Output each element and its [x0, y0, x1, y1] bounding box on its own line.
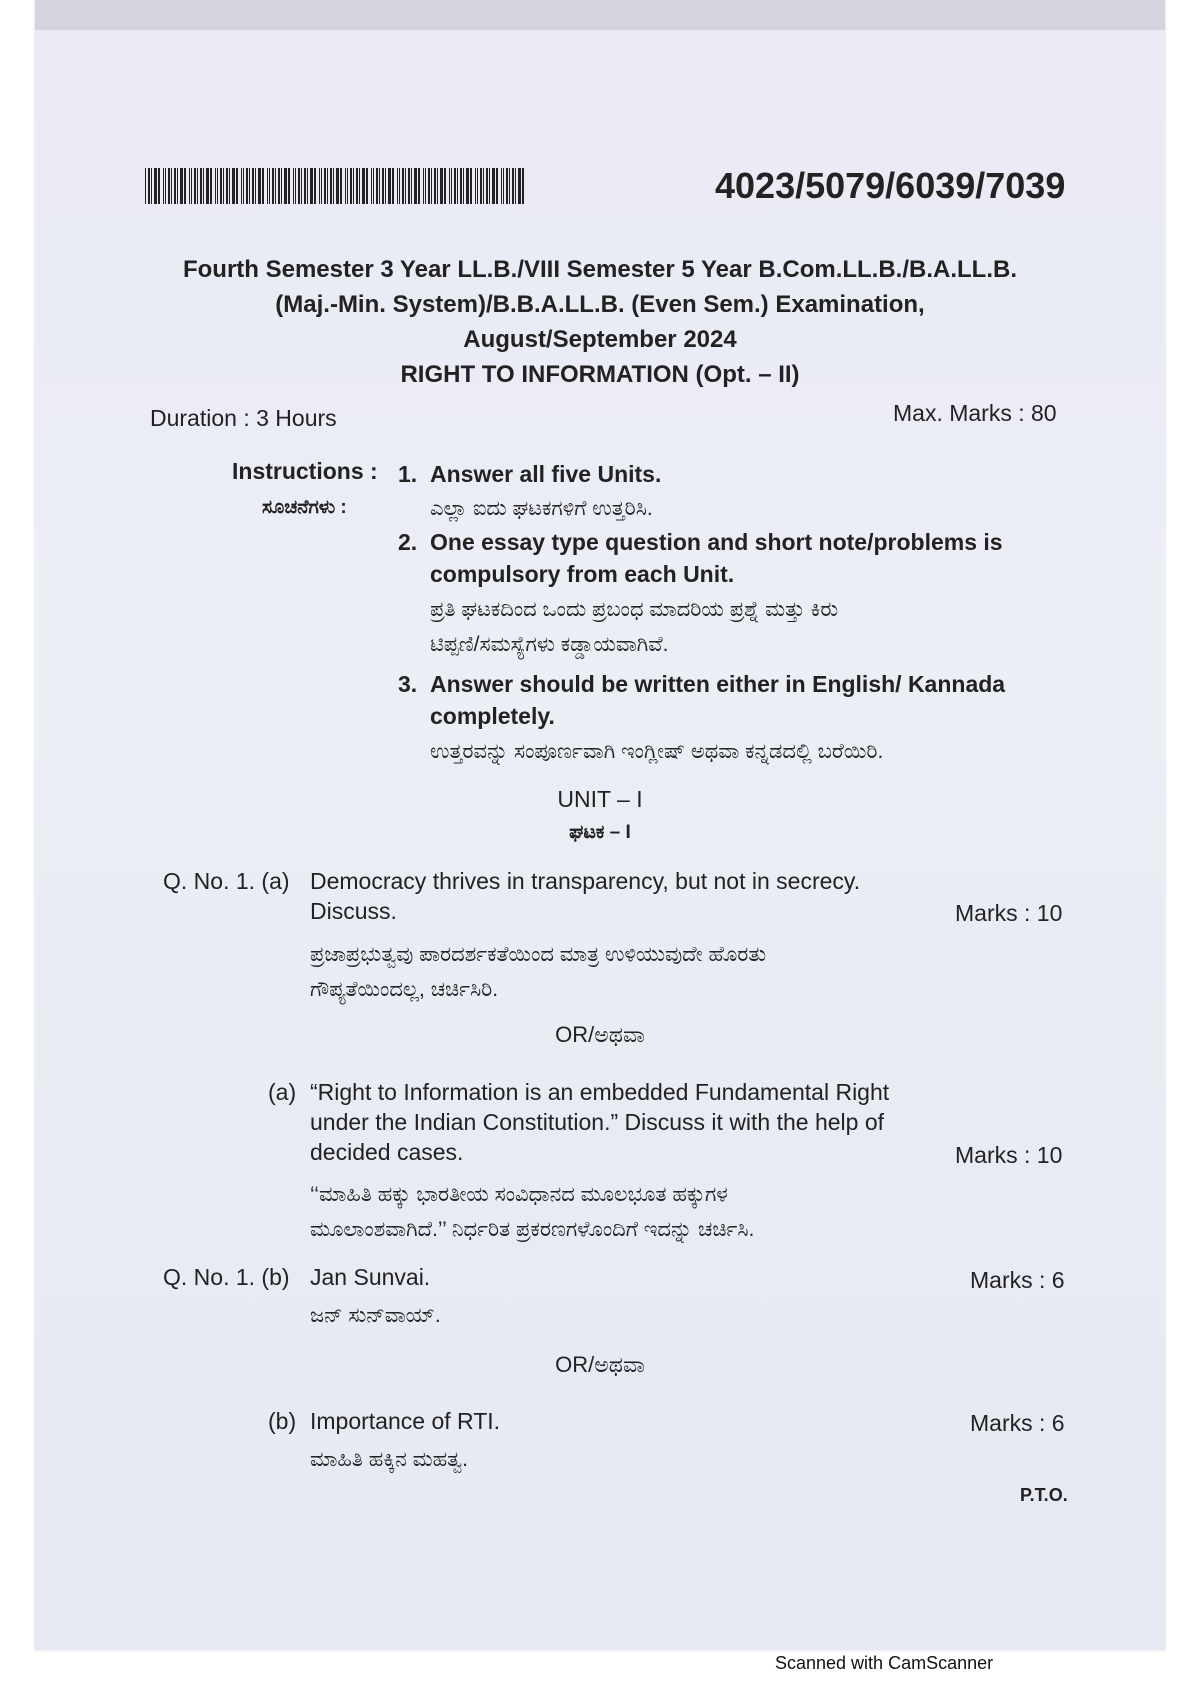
- instruction-number: 1.: [398, 461, 418, 487]
- instruction-3: [398, 668, 1038, 732]
- or-separator: OR/ಅಥವಾ: [555, 1352, 645, 1377]
- instruction-1-kannada: ಎಲ್ಲಾ ಐದು ಘಟಕಗಳಿಗೆ ಉತ್ತರಿಸಿ.: [430, 497, 653, 520]
- question-kannada-1: ಮಾಹಿತಿ ಹಕ್ಕಿನ ಮಹತ್ವ.: [310, 1448, 468, 1471]
- instruction-2-kannada-2: ಟಿಪ್ಪಣಿ/ಸಮಸ್ಯೆಗಳು ಕಡ್ಡಾಯವಾಗಿವೆ.: [430, 633, 669, 656]
- title-line-3: August/September 2024: [463, 326, 737, 353]
- unit-title: UNIT – I: [557, 786, 643, 812]
- paper-top-edge: [35, 0, 1165, 30]
- question-kannada-2: ಗೌಪ್ಯತೆಯಿಂದಲ್ಲ, ಚರ್ಚಿಸಿರಿ.: [310, 978, 499, 1001]
- question-text: Democracy thrives in transparency, but not in secrecy. Discuss.: [310, 868, 861, 924]
- exam-title: [120, 252, 1080, 392]
- instruction-text: One essay type question and short note/problems is compulsory from each Unit.: [430, 529, 1003, 587]
- question-marks: Marks : 10: [955, 1142, 1063, 1168]
- duration: Duration : 3 Hours: [150, 405, 337, 431]
- question-kannada-1: ಪ್ರಜಾಪ್ರಭುತ್ವವು ಪಾರದರ್ಶಕತೆಯಿಂದ ಮಾತ್ರ ಉಳಿಯುವುದೇ ಹೊರತು: [310, 943, 767, 966]
- question-marks: Marks : 6: [970, 1267, 1065, 1293]
- barcode: [145, 168, 525, 204]
- instructions-label: Instructions :: [232, 458, 378, 484]
- instruction-text: Answer all five Units.: [430, 461, 662, 487]
- title-line-4: RIGHT TO INFORMATION (Opt. – II): [400, 361, 800, 388]
- instruction-2-kannada-1: ಪ್ರತಿ ಘಟಕದಿಂದ ಒಂದು ಪ್ರಬಂಧ ಮಾದರಿಯ ಪ್ರಶ್ನೆ ಮತ್ತು ಕಿರು: [430, 598, 839, 621]
- question-label: Q. No. 1. (b): [163, 1264, 290, 1290]
- question-label: (a): [268, 1079, 297, 1105]
- question-marks: Marks : 6: [970, 1410, 1065, 1436]
- question-kannada-2: ಮೂಲಾಂಶವಾಗಿದೆ.’’ ನಿರ್ಧರಿತ ಪ್ರಕರಣಗಳೊಂದಿಗೆ ಇದನ್ನು ಚರ್ಚಿಸಿ.: [310, 1218, 755, 1241]
- unit-title-kannada: ಘಟಕ – I: [569, 822, 631, 843]
- instruction-1: [398, 458, 1038, 490]
- instruction-3-kannada: ಉತ್ತರವನ್ನು ಸಂಪೂರ್ಣವಾಗಿ ಇಂಗ್ಲೀಷ್ ಅಥವಾ ಕನ್ನಡದಲ್ಲಿ ಬರೆಯಿರಿ.: [430, 740, 884, 763]
- question-text: Jan Sunvai.: [310, 1264, 431, 1290]
- max-marks: Max. Marks : 80: [893, 400, 1057, 426]
- question-marks: Marks : 10: [955, 900, 1063, 926]
- title-line-2: (Maj.-Min. System)/B.B.A.LL.B. (Even Sem.) Examination,: [275, 291, 925, 318]
- question-label: (b): [268, 1408, 297, 1434]
- instruction-number: 2.: [398, 529, 418, 555]
- question-label: Q. No. 1. (a): [163, 868, 290, 894]
- scanner-watermark: Scanned with CamScanner: [775, 1653, 994, 1673]
- instruction-number: 3.: [398, 671, 418, 697]
- pto: P.T.O.: [1020, 1485, 1068, 1505]
- instruction-2: [398, 526, 1038, 590]
- or-separator: OR/ಅಥವಾ: [555, 1022, 645, 1047]
- title-line-1: Fourth Semester 3 Year LL.B./VIII Semester 5 Year B.Com.LL.B./B.A.LL.B.: [182, 256, 1018, 283]
- instructions-label-kannada: ಸೂಚನೆಗಳು :: [262, 497, 347, 518]
- question-kannada-1: ಜನ್ ಸುನ್‌ವಾಯ್.: [310, 1304, 441, 1327]
- instruction-text: Answer should be written either in English/ Kannada completely.: [430, 671, 1006, 729]
- question-text: Importance of RTI.: [310, 1408, 501, 1434]
- paper-code: 4023/5079/6039/7039: [715, 165, 1066, 206]
- question-kannada-1: ‘‘ಮಾಹಿತಿ ಹಕ್ಕು ಭಾರತೀಯ ಸಂವಿಧಾನದ ಮೂಲಭೂತ ಹಕ್ಕುಗಳ: [310, 1183, 728, 1206]
- question-text: “Right to Information is an embedded Fundamental Right under the Indian Constitution.” Discuss it with the help of decided cases.: [310, 1079, 890, 1165]
